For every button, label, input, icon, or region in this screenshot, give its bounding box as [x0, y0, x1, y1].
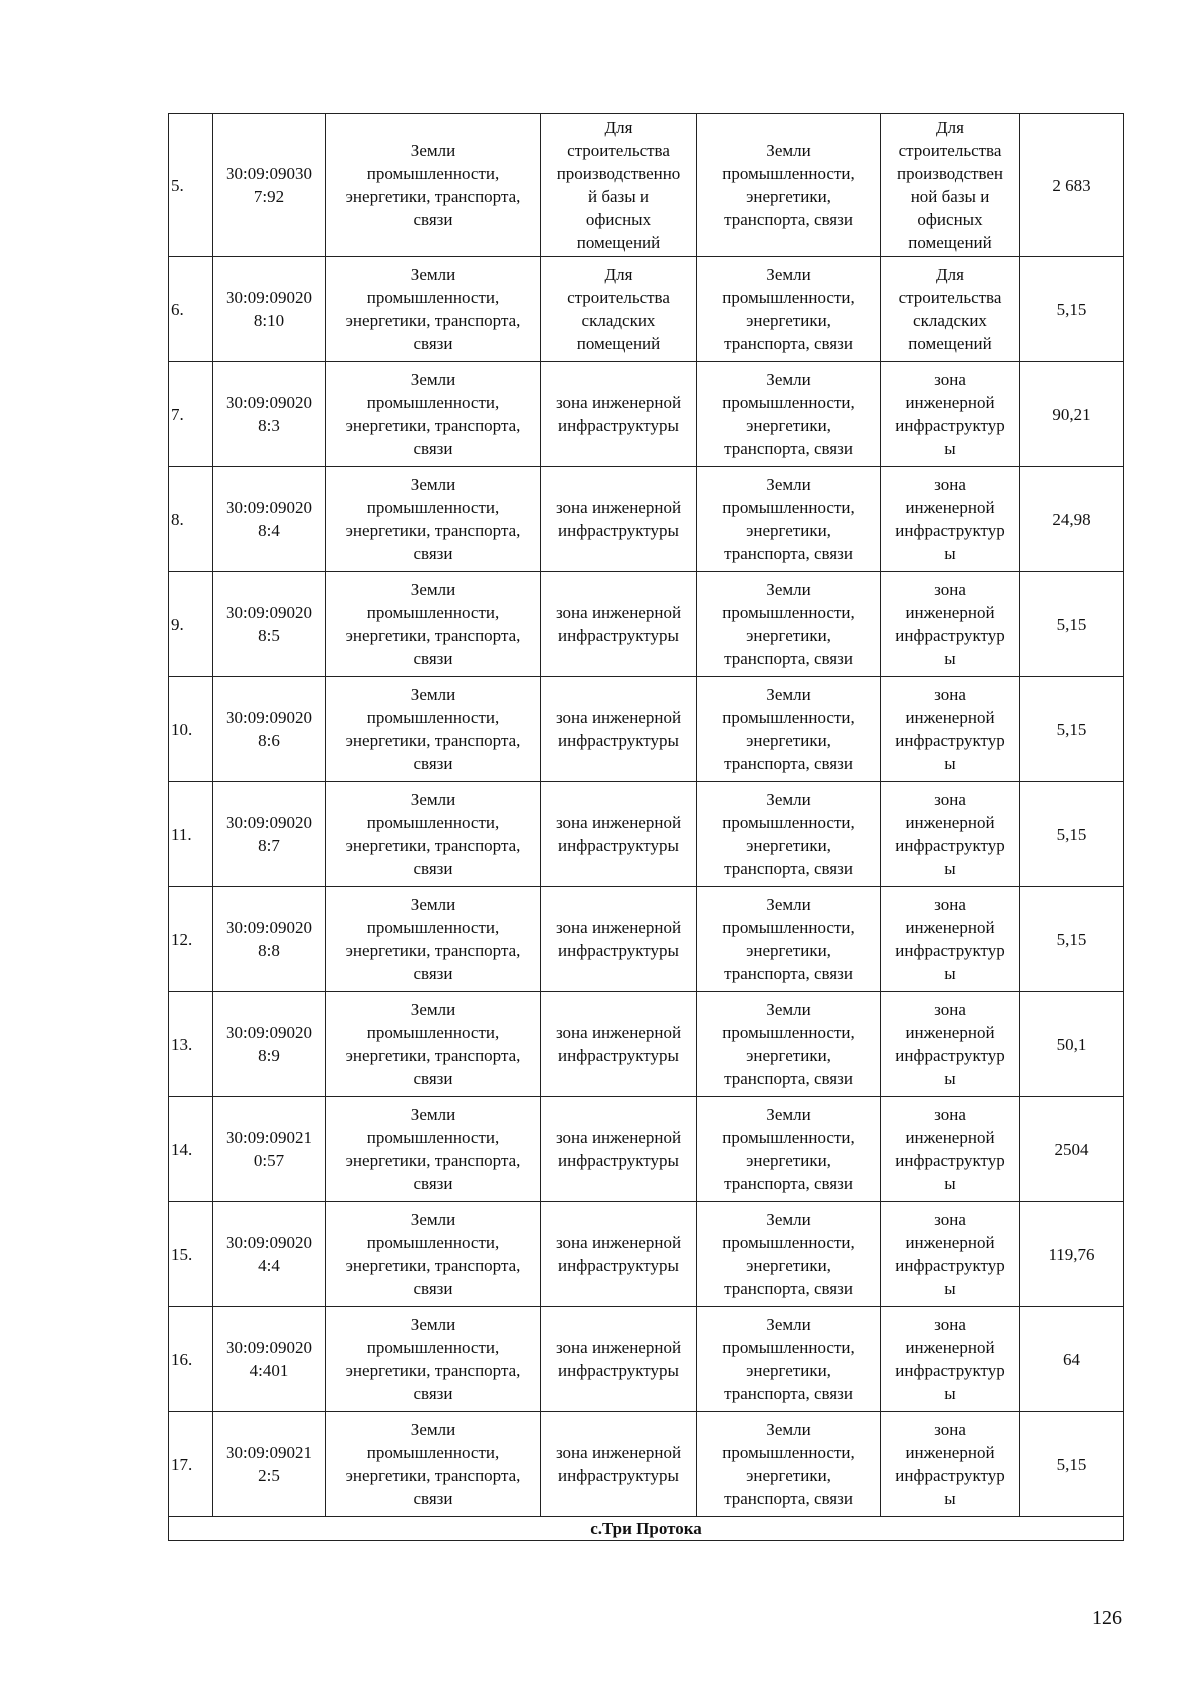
land-category-cell	[326, 992, 541, 1097]
row-number: 6.	[171, 299, 184, 319]
land-category-target-cell	[697, 1412, 881, 1517]
cadastral-number: 30:09:09030 7:92	[226, 164, 312, 206]
table-row	[169, 572, 1124, 677]
land-category-target-cell	[697, 677, 881, 782]
land-category: Земли промышленности, энергетики, транспорта, связи	[345, 790, 521, 878]
land-category: Земли промышленности, энергетики, транспорта, связи	[345, 895, 521, 983]
land-category-target: Земли промышленности, энергетики, транспорта, связи	[722, 475, 855, 563]
land-category-target: Земли промышленности, энергетики, транспорта, связи	[722, 1000, 855, 1088]
table-row	[169, 1202, 1124, 1307]
area-value-cell	[1020, 677, 1124, 782]
permitted-use: зона инженерной инфраструктуры	[555, 708, 682, 750]
permitted-use-target: Для строительства производствен ной базы и офисных помещений	[896, 118, 1004, 252]
area-value-cell	[1020, 1307, 1124, 1412]
land-category-target-cell	[697, 887, 881, 992]
table-row	[169, 1097, 1124, 1202]
row-number: 8.	[171, 509, 184, 529]
row-number: 17.	[171, 1454, 193, 1474]
table-row	[169, 467, 1124, 572]
land-category: Земли промышленности, энергетики, транспорта, связи	[345, 1000, 521, 1088]
permitted-use-cell	[541, 467, 697, 572]
permitted-use-target: зона инженерной инфраструктур ы	[895, 685, 1005, 773]
cadastral-number: 30:09:09021 0:57	[226, 1128, 312, 1170]
row-number-cell	[169, 362, 213, 467]
permitted-use-target: зона инженерной инфраструктур ы	[895, 475, 1005, 563]
land-category-target: Земли промышленности, энергетики, транспорта, связи	[722, 1420, 855, 1508]
row-number-cell	[169, 467, 213, 572]
area-value-cell	[1020, 572, 1124, 677]
permitted-use-cell	[541, 1412, 697, 1517]
permitted-use-target-cell	[881, 782, 1020, 887]
permitted-use-target-cell	[881, 992, 1020, 1097]
table-row	[169, 1307, 1124, 1412]
land-category-cell	[326, 1202, 541, 1307]
row-number-cell	[169, 992, 213, 1097]
permitted-use: зона инженерной инфраструктуры	[555, 603, 682, 645]
cadastral-number: 30:09:09020 8:7	[226, 813, 312, 855]
permitted-use-target: зона инженерной инфраструктур ы	[895, 1000, 1005, 1088]
section-title: с.Три Протока	[169, 1517, 1124, 1541]
land-category-cell	[326, 887, 541, 992]
cadastral-number: 30:09:09020 8:4	[226, 498, 312, 540]
land-category-target-cell	[697, 1307, 881, 1412]
permitted-use-target-cell	[881, 467, 1020, 572]
table-row	[169, 677, 1124, 782]
land-category-cell	[326, 1412, 541, 1517]
permitted-use-cell	[541, 1097, 697, 1202]
area-value: 5,15	[1056, 1454, 1087, 1474]
permitted-use: зона инженерной инфраструктуры	[555, 498, 682, 540]
area-value: 64	[1063, 1349, 1080, 1369]
cadastral-number-cell	[213, 677, 326, 782]
cadastral-number-cell	[213, 782, 326, 887]
permitted-use-target-cell	[881, 362, 1020, 467]
permitted-use-target: зона инженерной инфраструктур ы	[895, 895, 1005, 983]
land-category-target: Земли промышленности, энергетики, транспорта, связи	[722, 141, 855, 229]
permitted-use-target-cell	[881, 1412, 1020, 1517]
land-category: Земли промышленности, энергетики, транспорта, связи	[345, 1105, 521, 1193]
row-number: 12.	[171, 929, 193, 949]
area-value-cell	[1020, 114, 1124, 257]
area-value: 50,1	[1056, 1034, 1087, 1054]
permitted-use-target-cell	[881, 257, 1020, 362]
row-number: 11.	[171, 824, 192, 844]
area-value: 5,15	[1056, 824, 1087, 844]
permitted-use-target-cell	[881, 1307, 1020, 1412]
table-row	[169, 782, 1124, 887]
area-value: 5,15	[1056, 929, 1087, 949]
table-row	[169, 1412, 1124, 1517]
land-category-cell	[326, 572, 541, 677]
row-number-cell	[169, 677, 213, 782]
table-row	[169, 992, 1124, 1097]
land-category: Земли промышленности, энергетики, транспорта, связи	[345, 141, 521, 229]
area-value: 24,98	[1052, 509, 1091, 529]
table-row	[169, 114, 1124, 257]
land-category-cell	[326, 677, 541, 782]
row-number-cell	[169, 257, 213, 362]
area-value-cell	[1020, 1202, 1124, 1307]
land-category: Земли промышленности, энергетики, транспорта, связи	[345, 580, 521, 668]
cadastral-number-cell	[213, 362, 326, 467]
permitted-use-target-cell	[881, 1097, 1020, 1202]
row-number-cell	[169, 1097, 213, 1202]
cadastral-number: 30:09:09020 8:10	[226, 288, 312, 330]
land-category-cell	[326, 782, 541, 887]
cadastral-number-cell	[213, 1097, 326, 1202]
land-category-target: Земли промышленности, энергетики, транспорта, связи	[722, 1315, 855, 1403]
cadastral-number: 30:09:09020 8:6	[226, 708, 312, 750]
land-category: Земли промышленности, энергетики, транспорта, связи	[345, 1210, 521, 1298]
cadastral-number: 30:09:09020 8:8	[226, 918, 312, 960]
row-number-cell	[169, 887, 213, 992]
area-value: 2 683	[1052, 175, 1091, 195]
row-number: 15.	[171, 1244, 193, 1264]
permitted-use: Для строительства производственно й базы и офисных помещений	[556, 118, 681, 252]
row-number: 10.	[171, 719, 193, 739]
permitted-use: зона инженерной инфраструктуры	[555, 1443, 682, 1485]
land-category-target-cell	[697, 114, 881, 257]
area-value: 119,76	[1048, 1244, 1095, 1264]
area-value-cell	[1020, 1412, 1124, 1517]
land-category-target: Земли промышленности, энергетики, транспорта, связи	[722, 1105, 855, 1193]
area-value: 90,21	[1052, 404, 1091, 424]
section-row	[169, 1517, 1124, 1541]
permitted-use-cell	[541, 362, 697, 467]
row-number: 16.	[171, 1349, 193, 1369]
land-category-target: Земли промышленности, энергетики, транспорта, связи	[722, 370, 855, 458]
land-category-cell	[326, 362, 541, 467]
land-category-cell	[326, 114, 541, 257]
land-category-target: Земли промышленности, энергетики, транспорта, связи	[722, 685, 855, 773]
cadastral-number-cell	[213, 114, 326, 257]
land-category-target: Земли промышленности, энергетики, транспорта, связи	[722, 580, 855, 668]
row-number: 7.	[171, 404, 184, 424]
area-value-cell	[1020, 782, 1124, 887]
row-number: 5.	[171, 175, 184, 195]
permitted-use-cell	[541, 257, 697, 362]
permitted-use-cell	[541, 1202, 697, 1307]
area-value-cell	[1020, 887, 1124, 992]
cadastral-number: 30:09:09020 8:9	[226, 1023, 312, 1065]
row-number: 14.	[171, 1139, 193, 1159]
permitted-use-target: Для строительства складских помещений	[898, 265, 1002, 353]
permitted-use-cell	[541, 782, 697, 887]
permitted-use-target-cell	[881, 677, 1020, 782]
land-category: Земли промышленности, энергетики, транспорта, связи	[345, 265, 521, 353]
row-number-cell	[169, 1202, 213, 1307]
area-value: 5,15	[1056, 719, 1087, 739]
cadastral-number: 30:09:09020 4:401	[226, 1338, 312, 1380]
area-value-cell	[1020, 467, 1124, 572]
permitted-use-target-cell	[881, 114, 1020, 257]
cadastral-number: 30:09:09020 4:4	[226, 1233, 312, 1275]
row-number: 9.	[171, 614, 184, 634]
permitted-use-target-cell	[881, 887, 1020, 992]
permitted-use-cell	[541, 114, 697, 257]
cadastral-number: 30:09:09020 8:5	[226, 603, 312, 645]
land-category-target-cell	[697, 992, 881, 1097]
cadastral-number-cell	[213, 992, 326, 1097]
row-number-cell	[169, 1307, 213, 1412]
permitted-use-cell	[541, 572, 697, 677]
page-number: 126	[1092, 1607, 1122, 1629]
land-category-target: Земли промышленности, энергетики, транспорта, связи	[722, 265, 855, 353]
area-value-cell	[1020, 1097, 1124, 1202]
permitted-use: Для строительства складских помещений	[567, 265, 670, 353]
area-value-cell	[1020, 362, 1124, 467]
cadastral-number-cell	[213, 1307, 326, 1412]
land-plots-table	[168, 113, 1124, 1541]
cadastral-number-cell	[213, 887, 326, 992]
area-value-cell	[1020, 992, 1124, 1097]
permitted-use-target: зона инженерной инфраструктур ы	[895, 1315, 1005, 1403]
land-category-target-cell	[697, 1097, 881, 1202]
permitted-use-cell	[541, 887, 697, 992]
land-category: Земли промышленности, энергетики, транспорта, связи	[345, 475, 521, 563]
permitted-use-cell	[541, 677, 697, 782]
cadastral-number-cell	[213, 572, 326, 677]
permitted-use-target: зона инженерной инфраструктур ы	[895, 580, 1005, 668]
land-category-cell	[326, 1097, 541, 1202]
row-number-cell	[169, 114, 213, 257]
land-category-target-cell	[697, 467, 881, 572]
land-category: Земли промышленности, энергетики, транспорта, связи	[345, 685, 521, 773]
cadastral-number-cell	[213, 257, 326, 362]
cadastral-number-cell	[213, 1202, 326, 1307]
row-number-cell	[169, 782, 213, 887]
permitted-use-target-cell	[881, 1202, 1020, 1307]
land-category-target: Земли промышленности, энергетики, транспорта, связи	[722, 1210, 855, 1298]
permitted-use: зона инженерной инфраструктуры	[555, 1338, 682, 1380]
permitted-use: зона инженерной инфраструктуры	[555, 1233, 682, 1275]
cadastral-number-cell	[213, 1412, 326, 1517]
permitted-use-target: зона инженерной инфраструктур ы	[895, 1210, 1005, 1298]
permitted-use-target: зона инженерной инфраструктур ы	[895, 1420, 1005, 1508]
permitted-use-target: зона инженерной инфраструктур ы	[895, 790, 1005, 878]
cadastral-number: 30:09:09020 8:3	[226, 393, 312, 435]
row-number-cell	[169, 572, 213, 677]
land-category-target: Земли промышленности, энергетики, транспорта, связи	[722, 790, 855, 878]
land-category-target-cell	[697, 572, 881, 677]
table-row	[169, 887, 1124, 992]
permitted-use: зона инженерной инфраструктуры	[555, 393, 682, 435]
area-value: 2504	[1054, 1139, 1089, 1159]
permitted-use: зона инженерной инфраструктуры	[555, 1023, 682, 1065]
table-row	[169, 257, 1124, 362]
area-value: 5,15	[1056, 299, 1087, 319]
land-category: Земли промышленности, энергетики, транспорта, связи	[345, 1420, 521, 1508]
row-number: 13.	[171, 1034, 193, 1054]
permitted-use: зона инженерной инфраструктуры	[555, 1128, 682, 1170]
land-category-target-cell	[697, 257, 881, 362]
permitted-use-target-cell	[881, 572, 1020, 677]
land-category-cell	[326, 1307, 541, 1412]
land-category-cell	[326, 257, 541, 362]
permitted-use-cell	[541, 992, 697, 1097]
land-category-target-cell	[697, 1202, 881, 1307]
permitted-use: зона инженерной инфраструктуры	[555, 813, 682, 855]
cadastral-number-cell	[213, 467, 326, 572]
land-category-target: Земли промышленности, энергетики, транспорта, связи	[722, 895, 855, 983]
permitted-use: зона инженерной инфраструктуры	[555, 918, 682, 960]
land-category: Земли промышленности, энергетики, транспорта, связи	[345, 1315, 521, 1403]
area-value: 5,15	[1056, 614, 1087, 634]
table-row	[169, 362, 1124, 467]
land-category-target-cell	[697, 782, 881, 887]
land-category-target-cell	[697, 362, 881, 467]
land-category: Земли промышленности, энергетики, транспорта, связи	[345, 370, 521, 458]
table-body	[169, 114, 1124, 1541]
cadastral-number: 30:09:09021 2:5	[226, 1443, 312, 1485]
land-category-cell	[326, 467, 541, 572]
area-value-cell	[1020, 257, 1124, 362]
row-number-cell	[169, 1412, 213, 1517]
permitted-use-target: зона инженерной инфраструктур ы	[895, 370, 1005, 458]
permitted-use-cell	[541, 1307, 697, 1412]
permitted-use-target: зона инженерной инфраструктур ы	[895, 1105, 1005, 1193]
